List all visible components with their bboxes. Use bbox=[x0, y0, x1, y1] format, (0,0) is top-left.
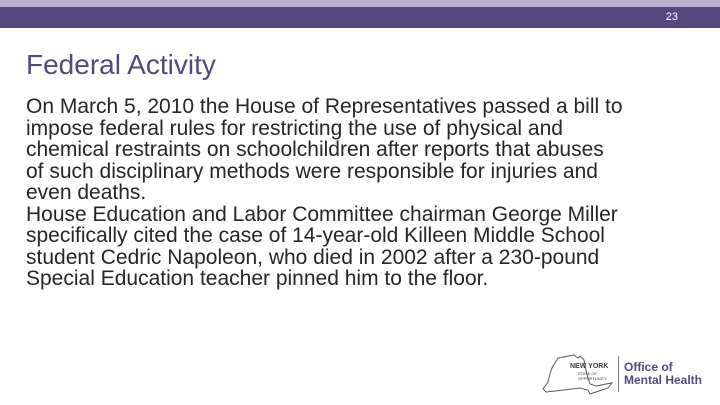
logo-divider bbox=[618, 356, 619, 392]
logo-state-name: NEW YORK bbox=[570, 363, 609, 370]
body-paragraph-2: House Education and Labor Committee chairman George Miller specifically cited the case of 14-year-old Killeen Middle School student Cedric Napoleon, who died in 2002 after a 230-pound Special Education teacher pinned him to the floor. bbox=[26, 202, 618, 290]
body-paragraph-1: On March 5, 2010 the House of Representatives passed a bill to impose federal rules for restricting the use of physical and chemical restraints on schoolchildren after reports that abuses of such disciplinary methods were responsible for injuries and even deaths. bbox=[26, 95, 623, 204]
slide-title: Federal Activity bbox=[26, 49, 216, 80]
omh-logo bbox=[540, 352, 712, 398]
logo-mental-health-line: Mental Health bbox=[624, 373, 703, 387]
header-bar bbox=[0, 7, 720, 28]
header-top-band bbox=[0, 0, 720, 7]
slide-body bbox=[26, 96, 626, 290]
logo-office-line: Office of bbox=[624, 360, 673, 374]
slide-number: 23 bbox=[665, 11, 678, 23]
logo-state-tagline: STATE OF OPPORTUNITY. bbox=[578, 371, 608, 381]
